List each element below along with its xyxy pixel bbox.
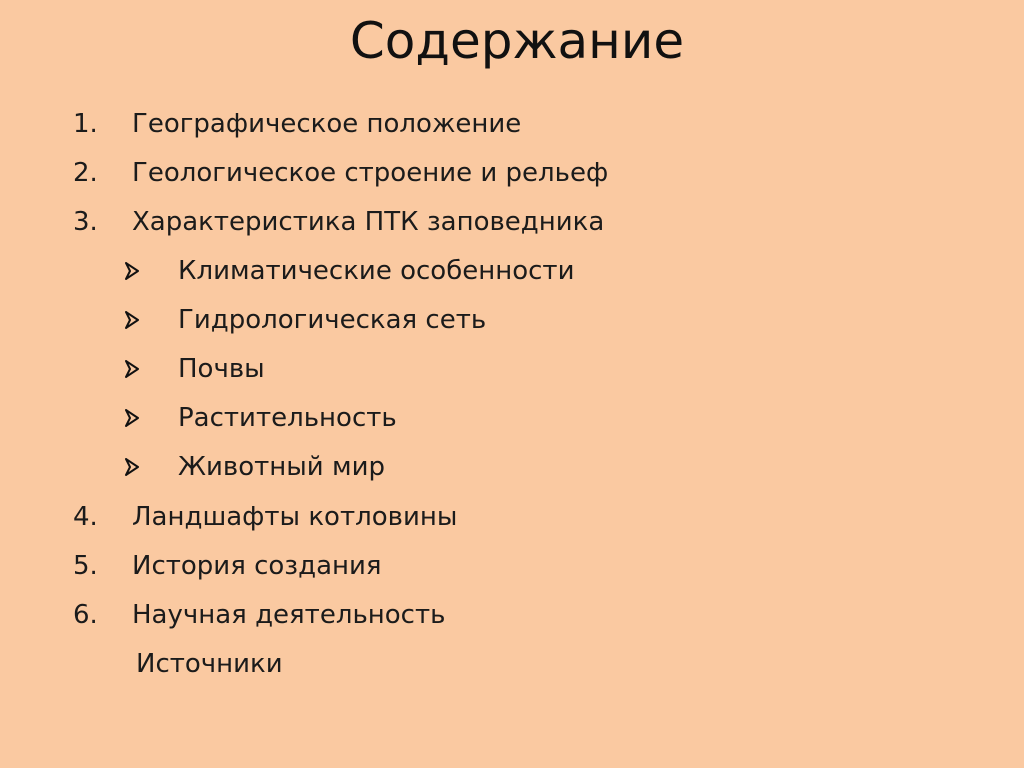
arrow-bullet-icon (122, 349, 144, 389)
sub-item-text: Климатические особенности (178, 256, 575, 286)
sub-list-item (0, 447, 1024, 487)
item-text: Геологическое строение и рельеф (132, 158, 609, 188)
item-text: История создания (132, 551, 382, 581)
sources-item (0, 644, 1024, 684)
item-number: 4. (73, 502, 98, 532)
sub-item-text: Гидрологическая сеть (178, 305, 487, 335)
slide-title: Содержание (349, 12, 685, 70)
list-item (0, 497, 1024, 537)
arrow-bullet-icon (122, 398, 144, 438)
sub-item-text: Почвы (178, 354, 265, 384)
sub-list-item (0, 251, 1024, 291)
arrow-bullet-icon (122, 447, 144, 487)
item-number: 2. (73, 158, 98, 188)
list-item (0, 202, 1024, 242)
item-text: Географическое положение (132, 109, 522, 139)
list-item (0, 546, 1024, 586)
arrow-bullet-icon (122, 300, 144, 340)
sub-list-item (0, 300, 1024, 340)
list-item (0, 595, 1024, 635)
item-text: Ландшафты котловины (132, 502, 458, 532)
arrow-bullet-icon (122, 251, 144, 291)
item-number: 5. (73, 551, 98, 581)
list-item (0, 104, 1024, 144)
sub-item-text: Растительность (178, 403, 397, 433)
item-number: 1. (73, 109, 98, 139)
sources-text: Источники (136, 649, 283, 679)
sub-list-item (0, 398, 1024, 438)
sub-list-item (0, 349, 1024, 389)
item-number: 3. (73, 207, 98, 237)
item-text: Научная деятельность (132, 600, 446, 630)
list-item (0, 153, 1024, 193)
item-number: 6. (73, 600, 98, 630)
sub-item-text: Животный мир (178, 452, 385, 482)
item-text: Характеристика ПТК заповедника (132, 207, 605, 237)
